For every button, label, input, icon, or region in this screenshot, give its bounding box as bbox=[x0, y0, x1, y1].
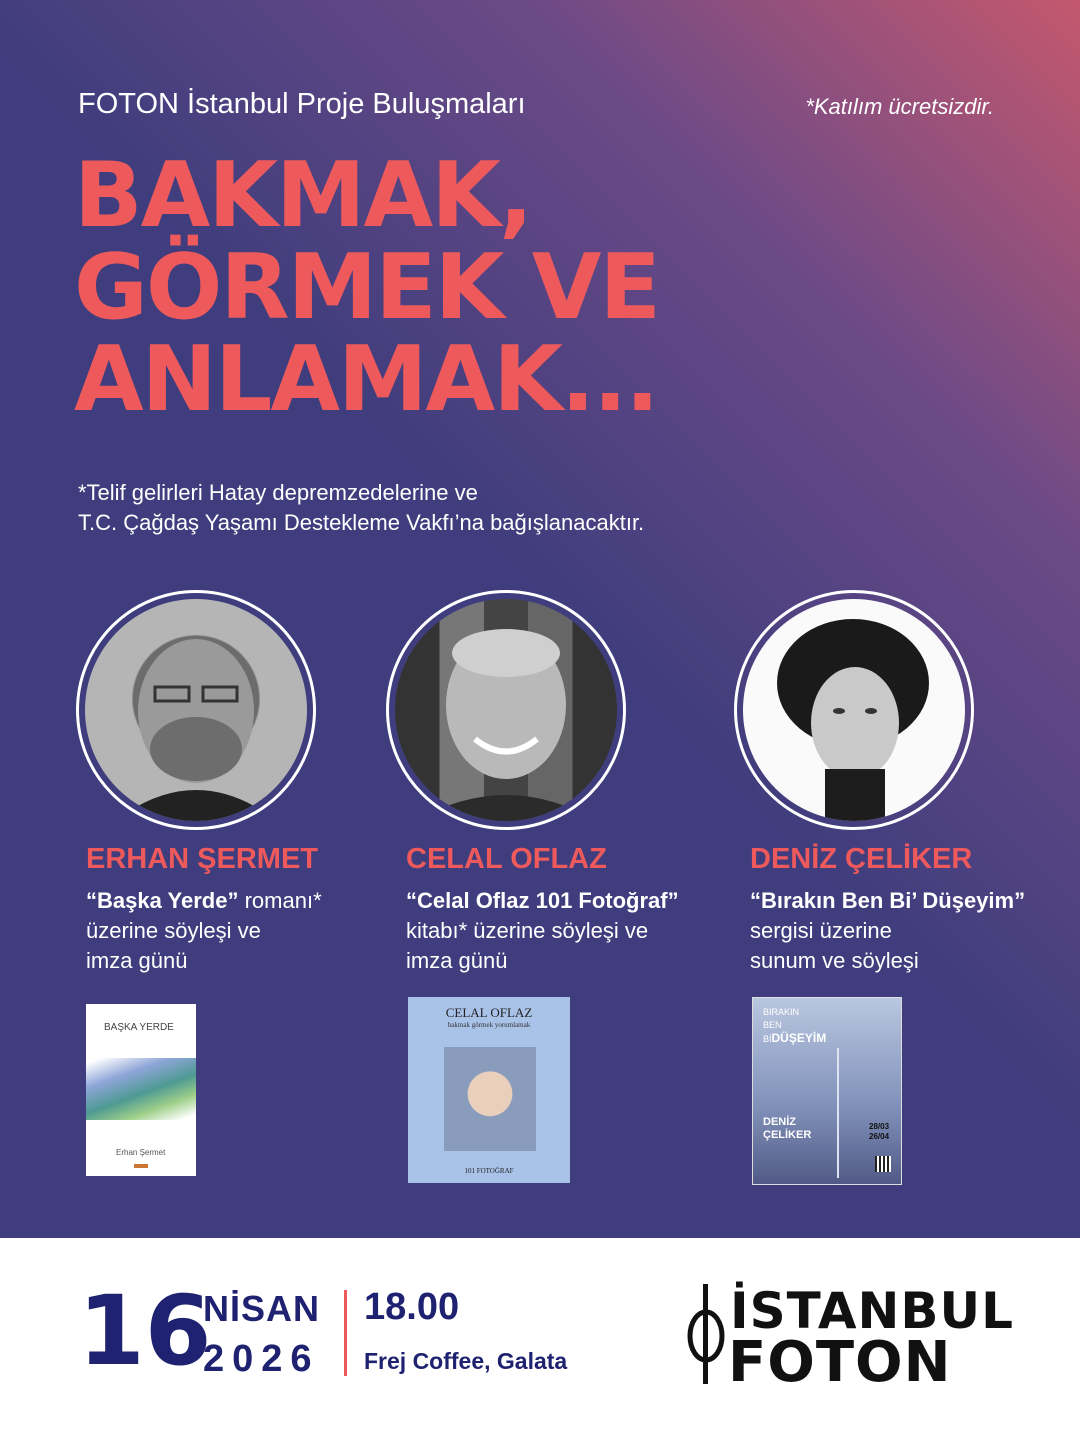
speaker-photo-deniz bbox=[734, 590, 974, 830]
desc-line-2: üzerine söyleşi ve bbox=[86, 918, 261, 943]
poster-date-2: 26/04 bbox=[869, 1132, 890, 1141]
event-month: NİSAN bbox=[203, 1288, 321, 1329]
royalty-note-line-1: *Telif gelirleri Hatay depremzedelerine ve bbox=[78, 480, 478, 505]
book-art bbox=[86, 1058, 196, 1120]
event-time: 18.00 bbox=[364, 1286, 460, 1328]
portrait-icon bbox=[85, 599, 307, 821]
book-cover-photo bbox=[444, 1047, 536, 1151]
portrait-icon bbox=[395, 599, 617, 821]
poster-artist-1: DENİZ bbox=[763, 1116, 796, 1128]
desc-line-3: sunum ve söyleşi bbox=[750, 948, 919, 973]
publisher-mark bbox=[134, 1164, 148, 1168]
poster-date-1: 28/03 bbox=[869, 1122, 890, 1131]
speaker-photo-celal bbox=[386, 590, 626, 830]
book-title: CELAL OFLAZ bbox=[445, 1005, 533, 1020]
headline-line-1: BAKMAK, bbox=[74, 143, 532, 248]
book-cover-celal-oflaz bbox=[408, 997, 570, 1183]
poster-title-4: DÜŞEYİM bbox=[771, 1031, 827, 1045]
poster-dates bbox=[869, 1122, 889, 1142]
desc-line-1-rest: romanı* bbox=[238, 888, 322, 913]
poster-title-3: Bİ bbox=[763, 1034, 772, 1044]
phi-logo-icon bbox=[686, 1280, 726, 1390]
royalty-note bbox=[78, 478, 644, 538]
desc-line-2: kitabı* üzerine söyleşi ve bbox=[406, 918, 649, 943]
footer-divider bbox=[344, 1290, 347, 1376]
book-subtitle: bakmak görmek yorumlamak bbox=[447, 1021, 531, 1029]
event-title-deniz: “Bırakın Ben Bi’ Düşeyim” bbox=[750, 888, 1026, 913]
poster-artist-2: ÇELİKER bbox=[763, 1129, 812, 1141]
book-cover-baska-yerde bbox=[86, 1004, 196, 1176]
event-year: 2026 bbox=[203, 1338, 320, 1380]
desc-line-3: imza günü bbox=[406, 948, 508, 973]
desc-line-3: imza günü bbox=[86, 948, 188, 973]
royalty-note-line-2: T.C. Çağdaş Yaşamı Destekleme Vakfı’na bağışlanacaktır. bbox=[78, 510, 645, 535]
speaker-name-celal: CELAL OFLAZ bbox=[406, 843, 607, 875]
speaker-photo-erhan bbox=[76, 590, 316, 830]
event-title-celal: “Celal Oflaz 101 Fotoğraf” bbox=[406, 888, 679, 913]
speaker-desc-erhan bbox=[86, 886, 322, 976]
book-title: BAŞKA YERDE bbox=[104, 1022, 174, 1033]
logo-foton: FOTON bbox=[728, 1330, 952, 1395]
poster-artist bbox=[763, 1116, 811, 1142]
poster-title-1: BIRAKIN bbox=[763, 1007, 800, 1017]
speaker-desc-celal bbox=[406, 886, 679, 976]
exhibition-poster-deniz bbox=[752, 997, 902, 1185]
series-title: FOTON İstanbul Proje Buluşmaları bbox=[78, 88, 526, 120]
free-admission-note: *Katılım ücretsizdir. bbox=[805, 94, 994, 119]
speaker-name-erhan: ERHAN ŞERMET bbox=[86, 843, 319, 875]
poster-title-2: BEN bbox=[763, 1020, 782, 1030]
event-venue: Frej Coffee, Galata bbox=[364, 1348, 568, 1374]
headline bbox=[74, 143, 659, 432]
book-author: Erhan Şermet bbox=[116, 1148, 166, 1157]
logo-istanbul: İSTANBUL bbox=[730, 1282, 1014, 1340]
desc-line-2: sergisi üzerine bbox=[750, 918, 892, 943]
event-title-erhan: “Başka Yerde” bbox=[86, 888, 239, 913]
speaker-desc-deniz bbox=[750, 886, 1025, 976]
portrait-icon bbox=[743, 599, 965, 821]
headline-line-2: GÖRMEK VE bbox=[74, 235, 659, 340]
poster-divider bbox=[837, 1048, 839, 1178]
event-day: 16 bbox=[78, 1275, 212, 1387]
speaker-name-deniz: DENİZ ÇELİKER bbox=[750, 843, 973, 875]
book-footer: 101 FOTOĞRAF bbox=[464, 1167, 514, 1175]
headline-line-3: ANLAMAK... bbox=[74, 327, 658, 432]
qr-code-icon bbox=[875, 1156, 891, 1172]
poster-title bbox=[763, 1006, 826, 1046]
